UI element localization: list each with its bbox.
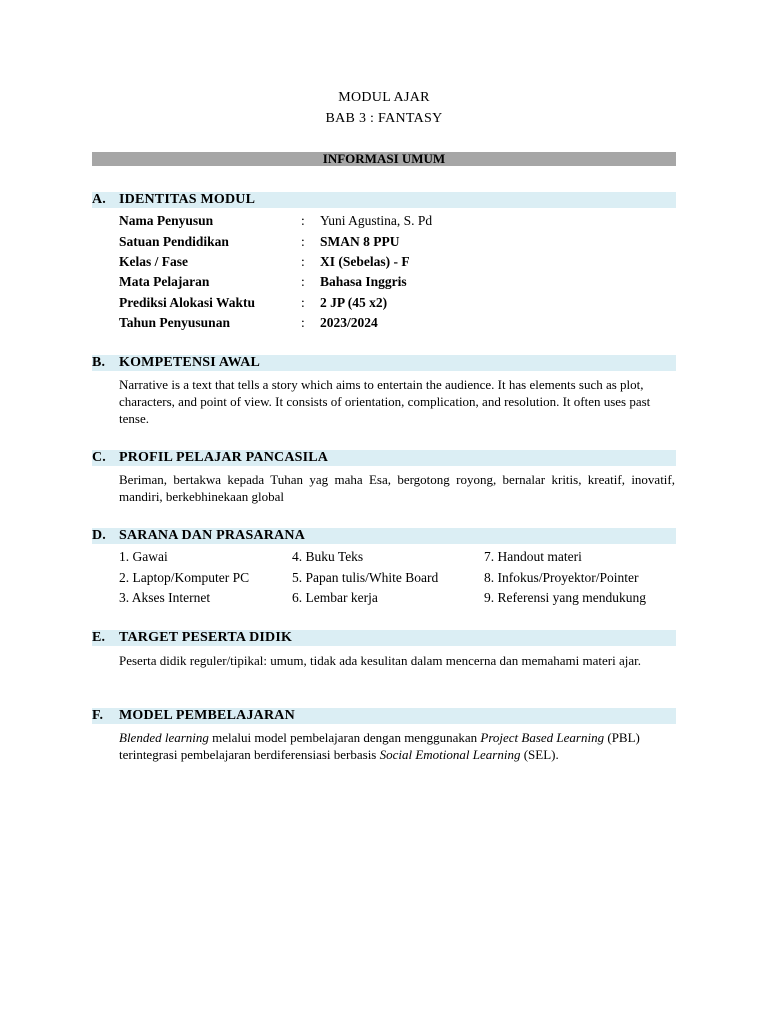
identity-label: Satuan Pendidikan	[119, 234, 229, 249]
section-e-letter: E.	[92, 630, 106, 645]
section-f-letter: F.	[92, 708, 104, 723]
identity-colon: :	[301, 234, 305, 249]
facility-item: 6. Lembar kerja	[292, 590, 378, 605]
identity-colon: :	[301, 254, 305, 269]
section-d-title: SARANA DAN PRASARANA	[119, 528, 306, 543]
section-e-text: Peserta didik reguler/tipikal: umum, tidak ada kesulitan dalam mencerna dan memahami materi ajar.	[119, 653, 641, 668]
identity-value: SMAN 8 PPU	[320, 234, 400, 249]
italic-term: Project Based Learning	[480, 730, 605, 745]
identity-colon: :	[301, 295, 305, 310]
facility-item: 8. Infokus/Proyektor/Pointer	[484, 570, 639, 585]
section-c-letter: C.	[92, 450, 107, 465]
identity-value: XI (Sebelas) - F	[320, 254, 410, 269]
plain-text: melalui model pembelajaran dengan menggunakan	[208, 730, 481, 745]
section-f-heading	[92, 708, 676, 724]
document-subtitle: BAB 3 : FANTASY	[325, 111, 443, 126]
identity-row	[119, 233, 679, 250]
identity-colon: :	[301, 213, 305, 228]
section-e-title: TARGET PESERTA DIDIK	[119, 630, 293, 645]
section-banner: INFORMASI UMUM	[92, 152, 676, 166]
identity-label: Nama Penyusun	[119, 213, 214, 228]
italic-term: Social Emotional Learning	[379, 747, 521, 762]
identity-label: Prediksi Alokasi Waktu	[119, 295, 256, 310]
identity-label: Kelas / Fase	[119, 254, 188, 269]
identity-value: Bahasa Inggris	[320, 274, 407, 289]
plain-text: (SEL).	[520, 747, 559, 762]
identity-row	[119, 253, 679, 270]
section-f-title: MODEL PEMBELAJARAN	[119, 708, 295, 723]
facility-item: 2. Laptop/Komputer PC	[119, 570, 250, 585]
document-title: MODUL AJAR	[338, 90, 430, 105]
section-b-letter: B.	[92, 355, 106, 370]
identity-row	[119, 273, 679, 290]
facility-item: 3. Akses Internet	[119, 590, 211, 605]
identity-value: 2023/2024	[320, 315, 378, 330]
identity-colon: :	[301, 274, 305, 289]
section-c-title: PROFIL PELAJAR PANCASILA	[119, 450, 329, 465]
section-c-heading	[92, 450, 676, 466]
facility-item: 9. Referensi yang mendukung	[484, 590, 646, 605]
facility-item: 7. Handout materi	[484, 549, 582, 564]
section-c-text: Beriman, bertakwa kepada Tuhan yag maha Esa, bergotong royong, bernalar kritis, kreatif, inovatif, mandiri, berkebhinekaan global	[119, 472, 675, 504]
section-b-heading	[92, 355, 676, 371]
section-b-text: Narrative is a text that tells a story which aims to entertain the audience. It has elements such as plot, characters, and point of view. It consists of orientation, complication, and resolution. It often uses past tense.	[119, 377, 651, 426]
identity-colon: :	[301, 315, 305, 330]
section-f-text	[119, 729, 675, 763]
facility-item: 5. Papan tulis/White Board	[292, 570, 439, 585]
section-a-title: IDENTITAS MODUL	[119, 192, 256, 207]
identity-row	[119, 314, 679, 331]
section-b-title: KOMPETENSI AWAL	[119, 355, 261, 370]
identity-label: Tahun Penyusunan	[119, 315, 230, 330]
identity-row	[119, 294, 679, 311]
section-e-heading	[92, 630, 676, 646]
section-d-letter: D.	[92, 528, 107, 543]
italic-term: Blended learning	[119, 730, 209, 745]
facility-item: 4. Buku Teks	[292, 549, 364, 564]
section-d-heading	[92, 528, 676, 544]
identity-value: Yuni Agustina, S. Pd	[320, 213, 433, 228]
identity-value: 2 JP (45 x2)	[320, 295, 388, 310]
section-a-heading	[92, 192, 676, 208]
identity-label: Mata Pelajaran	[119, 274, 210, 289]
identity-row	[119, 212, 679, 229]
plain-text: (PBL) terintegrasi pembelajaran berdiferensiasi berbasis	[119, 730, 640, 762]
facility-item: 1. Gawai	[119, 549, 168, 564]
section-a-letter: A.	[92, 192, 107, 207]
